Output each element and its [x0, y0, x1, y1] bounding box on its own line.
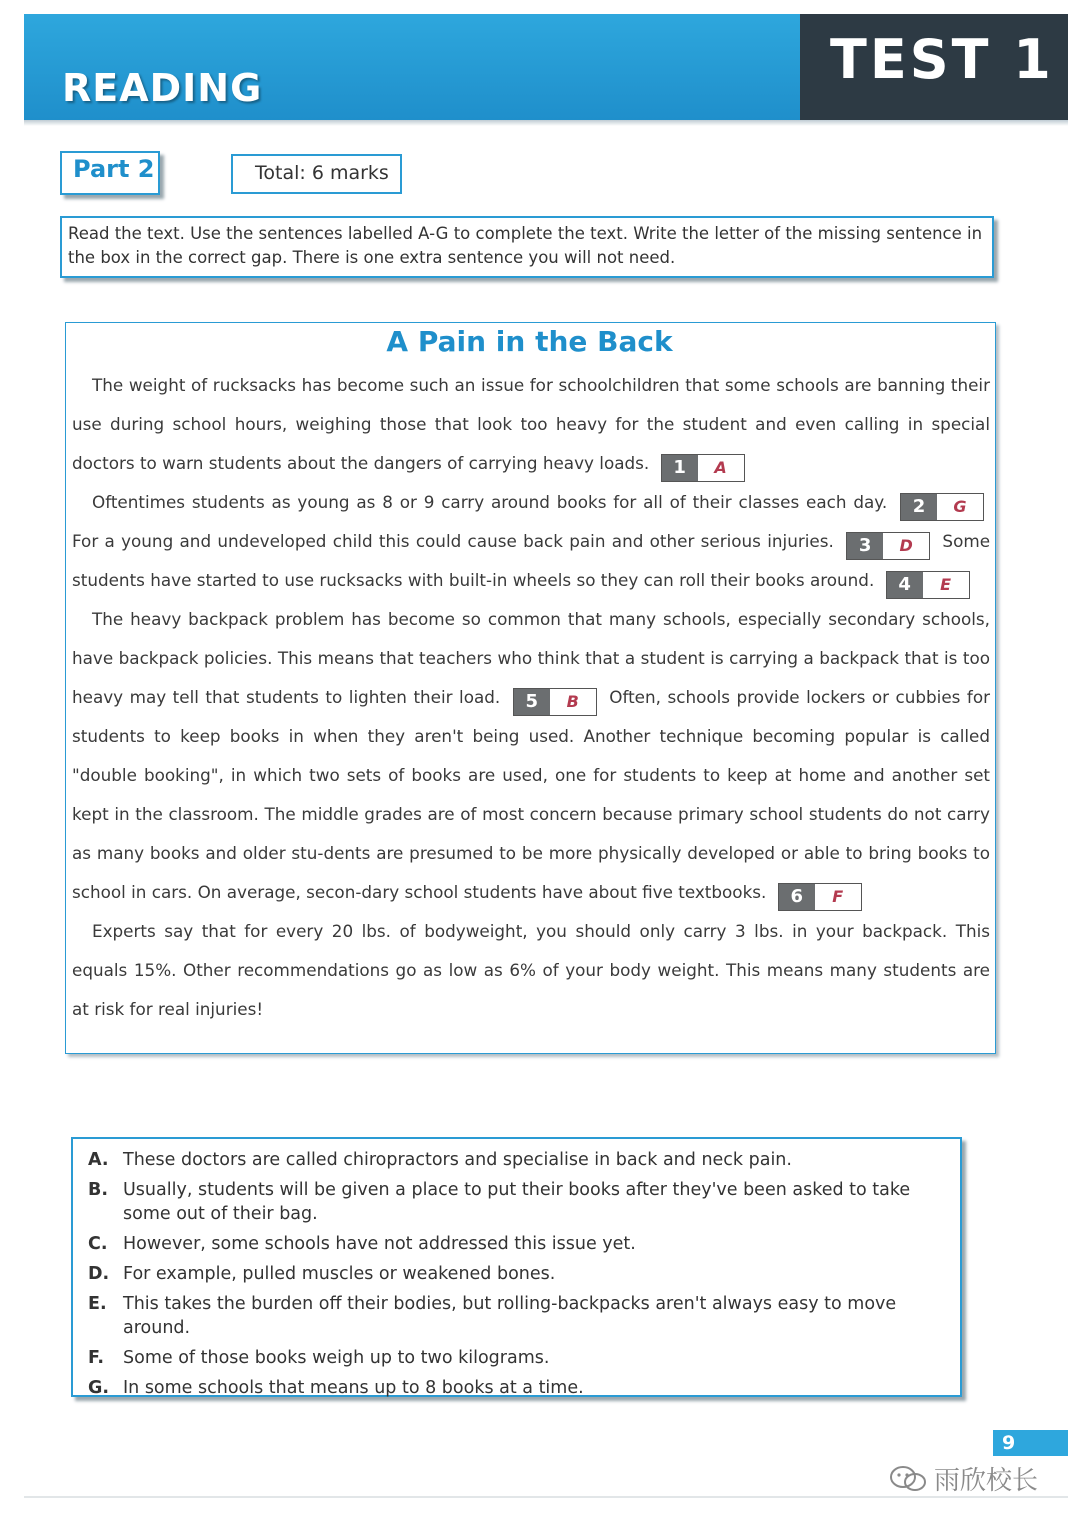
option-text: However, some schools have not addressed this issue yet.	[123, 1234, 636, 1254]
paragraph-text: Often, schools provide lockers or cubbies for students to keep books in when they aren't being used. Another technique becoming popular is called "double booking", in which two sets of books are used, one for students to keep at home and another set kept in the classroom. The middle grades are of most concern because primary school students do not carry as many books and older stu-dents are presumed to be more physically developed or able to bring books to school in cars. On average, secon-dary school students have about five textbooks.	[72, 687, 990, 902]
paragraph-text: The weight of rucksacks has become such an issue for schoolchildren that some schools are banning their use during school hours, weighing those that look too heavy for the student and even calling in special doctors to warn students about the dangers of carrying heavy loads.	[72, 375, 990, 473]
option-f	[88, 1346, 948, 1370]
option-text: Usually, students will be given a place to put their books after they've been asked to take some out of their bag.	[123, 1180, 911, 1224]
instructions-text: Read the text. Use the sentences labelled A-G to complete the text. Write the letter of the missing sentence in the box in the correct gap. There is one extra sentence you will not need.	[68, 224, 983, 267]
answer-gap-4[interactable]	[886, 571, 970, 599]
option-text: In some schools that means up to 8 books at a time.	[123, 1378, 584, 1398]
gap-number: 3	[847, 533, 883, 559]
paragraph-3	[72, 600, 990, 912]
option-text: For example, pulled muscles or weakened bones.	[123, 1264, 556, 1284]
option-letter: A.	[88, 1150, 109, 1170]
option-e	[88, 1292, 948, 1340]
option-letter: C.	[88, 1234, 108, 1254]
section-label: READING	[62, 66, 263, 110]
option-letter: E.	[88, 1294, 107, 1314]
article-title: A Pain in the Back	[386, 325, 673, 358]
option-text: Some of those books weigh up to two kilograms.	[123, 1348, 550, 1368]
page-number: 9	[1002, 1432, 1016, 1454]
option-text: This takes the burden off their bodies, but rolling-backpacks aren't always easy to move around.	[123, 1294, 897, 1338]
test-label: TEST 1	[830, 28, 1054, 91]
part-label: Part 2	[73, 155, 155, 183]
header-shadow	[24, 120, 1068, 126]
paragraph-2	[72, 483, 990, 600]
options-list	[88, 1148, 948, 1406]
option-letter: D.	[88, 1264, 110, 1284]
wechat-icon	[888, 1464, 928, 1494]
option-c	[88, 1232, 948, 1256]
gap-number: 1	[662, 455, 698, 481]
option-text: These doctors are called chiropractors and specialise in back and neck pain.	[123, 1150, 792, 1170]
footer-line	[24, 1496, 1068, 1498]
option-b	[88, 1178, 948, 1226]
option-letter: G.	[88, 1378, 110, 1398]
gap-answer: E	[940, 575, 952, 594]
paragraph-text: Experts say that for every 20 lbs. of bodyweight, you should only carry 3 lbs. in your backpack. This equals 15%. Other recommendations go as low as 6% of your body weight. This means many students are at risk for real injuries!	[72, 921, 990, 1019]
total-marks: Total: 6 marks	[255, 162, 389, 184]
watermark-text: 雨欣校长	[934, 1466, 1039, 1496]
gap-answer: F	[832, 887, 844, 906]
watermark	[888, 1460, 1038, 1497]
answer-gap-6[interactable]	[778, 883, 862, 911]
gap-answer: A	[714, 458, 727, 477]
gap-number: 5	[514, 689, 550, 715]
option-letter: B.	[88, 1180, 108, 1200]
paragraph-1	[72, 366, 990, 483]
paragraph-text: Some students have started to use rucksacks with built-in wheels so they can roll their books around.	[72, 531, 991, 590]
option-letter: F.	[88, 1348, 105, 1368]
gap-number: 2	[901, 494, 937, 520]
paragraph-text: For a young and undeveloped child this could cause back pain and other serious injuries.	[72, 531, 834, 551]
gap-answer: B	[566, 692, 579, 711]
gap-number: 4	[887, 572, 923, 598]
answer-gap-5[interactable]	[513, 688, 597, 716]
option-a	[88, 1148, 948, 1172]
gap-answer: D	[899, 536, 913, 555]
gap-number: 6	[779, 884, 815, 910]
gap-answer: G	[953, 497, 967, 516]
article-body	[72, 366, 990, 1029]
answer-gap-3[interactable]	[846, 532, 930, 560]
paragraph-4	[72, 912, 990, 1029]
paragraph-text: The heavy backpack problem has become so common that many schools, especially secondary schools, have backpack policies. This means that teachers who think that a student is carrying a backpack that is too heavy may tell that students to lighten their load.	[72, 609, 990, 707]
answer-gap-1[interactable]	[661, 454, 745, 482]
paragraph-text: Oftentimes students as young as 8 or 9 carry around books for all of their classes each day.	[92, 492, 888, 512]
option-g	[88, 1376, 948, 1400]
option-d	[88, 1262, 948, 1286]
answer-gap-2[interactable]	[900, 493, 984, 521]
